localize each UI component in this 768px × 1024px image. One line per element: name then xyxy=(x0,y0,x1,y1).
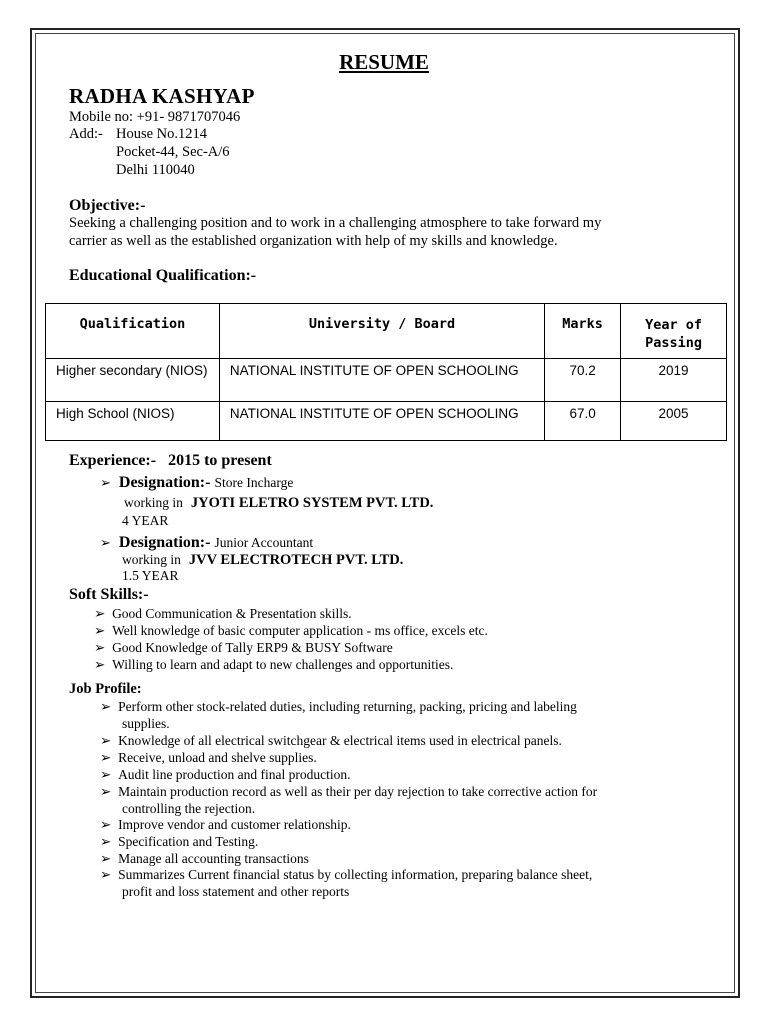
bullet-arrow-icon: ➢ xyxy=(100,750,112,765)
cell-board: NATIONAL INSTITUTE OF OPEN SCHOOLING xyxy=(219,359,544,402)
job-2-company-line xyxy=(122,551,403,569)
list-item: ➢ Well knowledge of basic computer application - ms office, excels etc. xyxy=(94,623,488,638)
cell-qualification: High School (NIOS) xyxy=(46,402,220,441)
candidate-name: RADHA KASHYAP xyxy=(69,84,255,108)
job-1-designation xyxy=(100,474,293,492)
job-1-company-line xyxy=(124,494,433,512)
education-table xyxy=(45,303,727,441)
cell-marks: 70.2 xyxy=(545,359,621,402)
cell-year: 2019 xyxy=(621,359,727,402)
bullet-arrow-icon: ➢ xyxy=(94,640,106,655)
designation-value: Junior Accountant xyxy=(214,535,314,550)
objective-line-1: Seeking a challenging position and to work in a challenging atmosphere to take forward my xyxy=(69,215,602,231)
list-item-continuation: profit and loss statement and other reports xyxy=(122,884,350,899)
col-marks: Marks xyxy=(545,304,621,359)
mobile-number: Mobile no: +91- 9871707046 xyxy=(69,109,241,125)
bullet-arrow-icon: ➢ xyxy=(100,733,112,748)
job-2-designation xyxy=(100,534,313,552)
table-row xyxy=(46,402,727,441)
soft-skills-heading: Soft Skills:- xyxy=(69,586,149,603)
job-2-duration: 1.5 YEAR xyxy=(122,568,179,583)
company-name: JVV ELECTROTECH PVT. LTD. xyxy=(188,552,404,568)
table-row xyxy=(46,359,727,402)
bullet-arrow-icon: ➢ xyxy=(100,535,111,550)
resume-title: RESUME xyxy=(339,50,429,74)
designation-value: Store Incharge xyxy=(214,475,294,490)
experience-period: 2015 to present xyxy=(168,452,272,469)
list-item-continuation: supplies. xyxy=(122,716,170,731)
cell-board: NATIONAL INSTITUTE OF OPEN SCHOOLING xyxy=(219,402,544,441)
list-item: ➢ Specification and Testing. xyxy=(100,834,259,849)
company-name: JYOTI ELETRO SYSTEM PVT. LTD. xyxy=(190,495,434,511)
list-item: ➢ Good Communication & Presentation skills. xyxy=(94,606,352,621)
job-1-duration: 4 YEAR xyxy=(122,513,169,528)
address-label: Add:- xyxy=(69,126,103,142)
col-qualification: Qualification xyxy=(46,304,220,359)
working-in-label: working in xyxy=(124,495,183,510)
cell-marks: 67.0 xyxy=(545,402,621,441)
list-item: ➢ Perform other stock-related duties, including returning, packing, pricing and labeling xyxy=(100,699,577,714)
cell-year: 2005 xyxy=(621,402,727,441)
objective-line-2: carrier as well as the established organization with help of my skills and knowledge. xyxy=(69,233,558,249)
bullet-arrow-icon: ➢ xyxy=(100,699,112,714)
list-item: ➢ Receive, unload and shelve supplies. xyxy=(100,750,317,765)
list-item-continuation: controlling the rejection. xyxy=(122,801,256,816)
experience-label: Experience:- xyxy=(69,452,157,469)
bullet-arrow-icon: ➢ xyxy=(94,657,106,672)
bullet-arrow-icon: ➢ xyxy=(94,606,106,621)
job-profile-heading: Job Profile: xyxy=(69,681,142,697)
designation-label: Designation:- xyxy=(118,534,211,551)
bullet-arrow-icon: ➢ xyxy=(100,851,112,866)
list-item: ➢ Good Knowledge of Tally ERP9 & BUSY Software xyxy=(94,640,393,655)
objective-heading: Objective:- xyxy=(69,197,146,214)
list-item: ➢ Improve vendor and customer relationship. xyxy=(100,817,351,832)
bullet-arrow-icon: ➢ xyxy=(100,834,112,849)
col-year: Year of Passing xyxy=(621,304,727,359)
bullet-arrow-icon: ➢ xyxy=(100,475,111,490)
education-heading: Educational Qualification:- xyxy=(69,267,257,284)
experience-heading xyxy=(69,452,272,470)
cell-qualification: Higher secondary (NIOS) xyxy=(46,359,220,402)
bullet-arrow-icon: ➢ xyxy=(100,784,112,799)
bullet-arrow-icon: ➢ xyxy=(100,867,112,882)
list-item: ➢ Manage all accounting transactions xyxy=(100,851,309,866)
address-line-1: House No.1214 xyxy=(116,126,208,142)
education-header-row xyxy=(46,304,727,359)
designation-label: Designation:- xyxy=(118,474,211,491)
working-in-label: working in xyxy=(122,552,181,567)
list-item: ➢ Audit line production and final production. xyxy=(100,767,351,782)
bullet-arrow-icon: ➢ xyxy=(100,767,112,782)
bullet-arrow-icon: ➢ xyxy=(94,623,106,638)
address-line-3: Delhi 110040 xyxy=(116,162,195,178)
bullet-arrow-icon: ➢ xyxy=(100,817,112,832)
col-board: University / Board xyxy=(219,304,544,359)
list-item: ➢ Knowledge of all electrical switchgear & electrical items used in electrical panels. xyxy=(100,733,562,748)
list-item: ➢ Summarizes Current financial status by collecting information, preparing balance sheet, xyxy=(100,867,593,882)
list-item: ➢ Maintain production record as well as their per day rejection to take corrective action for xyxy=(100,784,598,799)
address-line-2: Pocket-44, Sec-A/6 xyxy=(116,144,230,160)
list-item: ➢ Willing to learn and adapt to new challenges and opportunities. xyxy=(94,657,454,672)
